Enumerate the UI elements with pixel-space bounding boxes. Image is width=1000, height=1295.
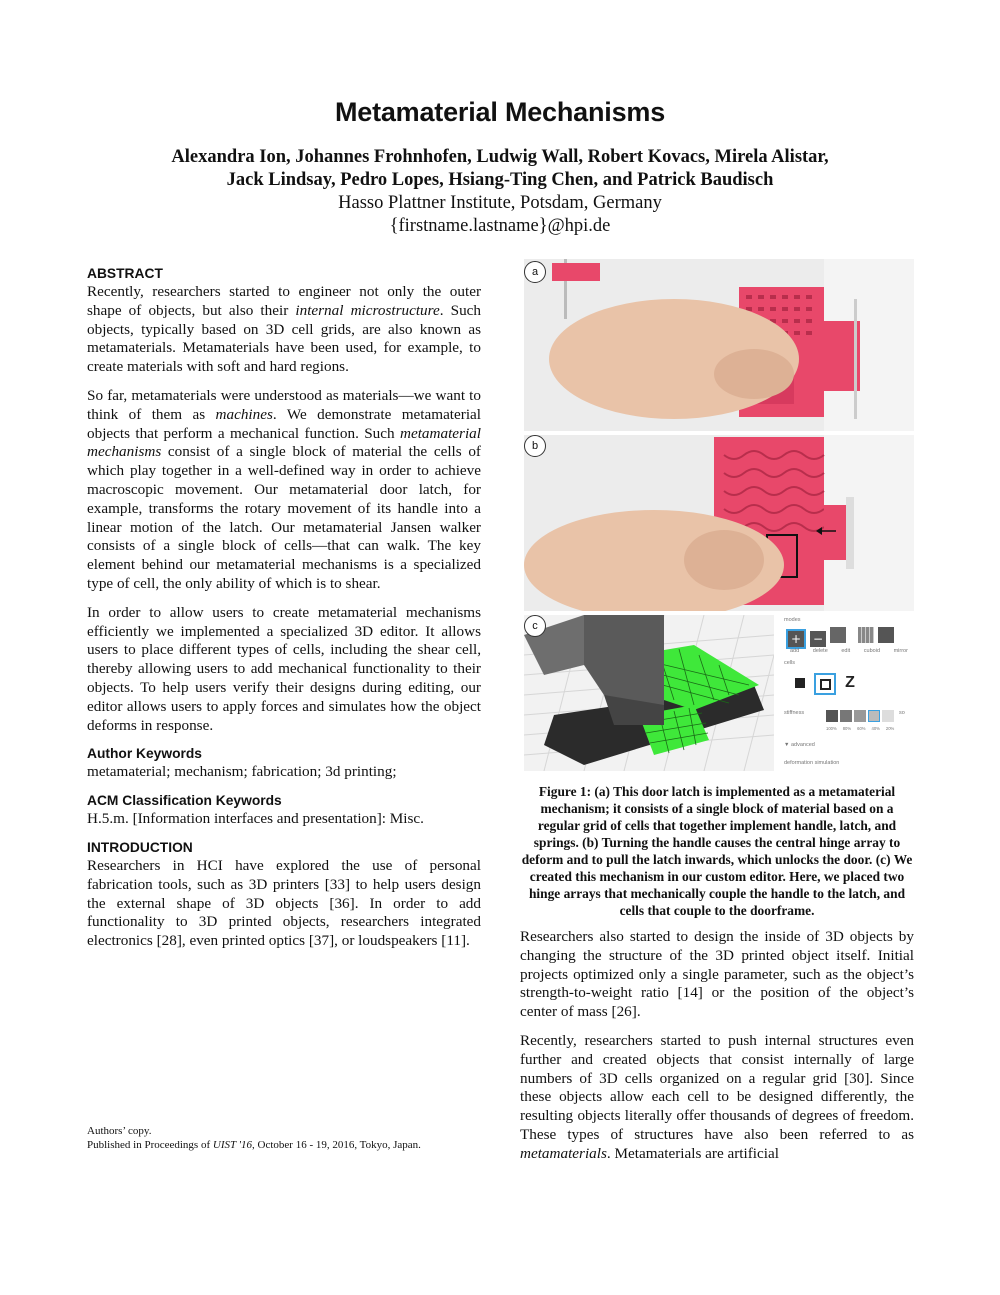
authors-line-1: Alexandra Ion, Johannes Frohnhofen, Ludwig Wall, Robert Kovacs, Mirela Alistar, [171,147,829,167]
abstract-paragraph-2: So far, metamaterials were understood as materials—we want to think of them as machines. We demonstrate metamaterial objects that perform a mechanical function. Such metamaterial mechanisms consist of a single block of material the cells of which play together in a well-defined way in order to achieve macroscopic movement. Our metamaterial door latch, for example, transforms the rotary movement of its handle into a linear motion of the latch. Our metamaterial Jansen walker consists of a single block of cells—that can walk. The key element behind our metamaterial mechanisms is a specialized type of cell, the only ability of which is to shear. [87,386,482,592]
stiffness-60-button[interactable] [854,710,866,722]
stiffness-value-100: 100% [826,726,837,731]
keywords-heading: Author Keywords [87,746,202,762]
affiliation: Hasso Plattner Institute, Potsdam, Germany [338,193,662,213]
cell-type-buttons [790,673,860,695]
stiffness-value-20: 20% [885,726,895,731]
abstract-paragraph-3: In order to allow users to create metamaterial mechanisms efficiently we implemented a specialized 3D editor. It allows users to place different types of cells, including the shear cell, thereby allowing users to add mechanical functionality to their objects. To help users verify their designs during editing, our editor allows users to apply forces and simulates how the object deforms in response. [87,603,481,734]
introduction-heading: INTRODUCTION [87,839,193,855]
introduction-paragraph-1: Researchers in HCI have explored the use of personal fabrication tools, such as 3D printers [33] to help users design the external shape of 3D objects [36]. In order to add functionality to 3D printed objects, researchers integrated electronics [28], even printed optics [37], or loudspeakers [11]. [87,856,481,950]
authors-line-2: Jack Lindsay, Pedro Lopes, Hsiang-Ting Chen, and Patrick Baudisch [226,170,774,190]
right-column [520,928,914,1174]
stiffness-100-button[interactable] [826,710,838,722]
delete-mode-button[interactable]: − [810,631,826,647]
paper-title: Metamaterial Mechanisms [334,97,666,127]
mode-buttons [786,627,894,649]
door-latch-photo-b [524,435,914,611]
figure-panel-b [524,435,914,611]
panel-label-b: b [524,435,546,457]
figure-1 [524,259,914,771]
edit-mode-button[interactable] [830,627,846,643]
advanced-toggle[interactable]: ▼ advanced [784,742,815,748]
stiffness-value-40: 40% [871,726,880,731]
stiffness-80-button[interactable] [840,710,852,722]
acm-text: H.5.m. [Information interfaces and presentation]: Misc. [87,810,424,828]
abstract-paragraph-1: Recently, researchers started to engineer not only the outer shape of objects, but also their internal microstructure. Such objects, typically based on 3D cell grids, are also known as metamaterials. Metamaterials have been used, for example, to create materials with soft and hard regions. [87,283,481,376]
keywords-text: metamaterial; mechanism; fabrication; 3d printing; [87,763,397,781]
right-paragraph-2: Recently, researchers started to push internal structures even further and created objects that consist internally of large numbers of 3D cells organized on a regular grid [30]. Since these objects allow each cell to be designed differently, the resulting objects literally offer thousands of degrees of freedom. These types of structures have also been referred to as metamaterials. Metamaterials are artificial [520,1031,914,1162]
acm-heading: ACM Classification Keywords [87,793,282,809]
panel-label-c: c [524,615,546,637]
door-latch-photo-a [524,259,914,431]
modes-label: modes [784,617,801,623]
editor-side-panel [776,615,914,771]
hollow-cell-button[interactable] [814,673,836,695]
stiffness-value-60: 60% [857,726,866,731]
email: {firstname.lastname}@hpi.de [389,216,611,236]
copyright-footer [87,1124,421,1152]
right-paragraph-1: Researchers also started to design the inside of 3D objects by changing the structure of the 3D printed object itself. Initial projects optimized only a single parameter, such as the object’s strength-to-weight ratio [14] or the position of the object’s center of mass [26]. [520,928,914,1021]
stiffness-20-button[interactable] [882,710,894,722]
solid-cell-button[interactable] [790,673,810,693]
mode-label-cuboid: cuboid [863,648,881,654]
mode-label-mirror: mirror [893,648,908,654]
footer-line-2: Published in Proceedings of UIST '16, October 16 - 19, 2016, Tokyo, Japan. [87,1139,421,1151]
shear-cell-button[interactable]: Z [845,674,855,691]
figure-panel-a [524,259,914,431]
left-column [87,265,481,961]
abstract-heading: ABSTRACT [87,266,163,281]
mirror-mode-button[interactable] [878,627,894,643]
stiffness-values [826,726,894,731]
cuboid-mode-button[interactable] [858,627,874,643]
mode-label-delete: delete [812,648,828,654]
stiffness-label: stiffness [784,710,805,716]
stiffness-buttons [826,710,905,722]
footer-line-1: Authors’ copy. [87,1125,152,1137]
figure-panel-c [524,615,914,771]
cells-label: cells [784,660,796,666]
figure-caption: Figure 1: (a) This door latch is implemented as a metamaterial mechanism; it consists of a single block of material based on a regular grid of cells that together implement handle, latch, and springs. (b) Turning the handle causes the central hinge array to deform and to pull the latch inwards, which unlocks the door. (c) We created this mechanism in our custom editor. Here, we placed two hinge arrays that mechanically couple the handle to the latch, and cells that couple to the doorframe. [521,784,913,918]
stiffness-extra-label: so [899,710,905,716]
deformation-simulation-label: deformation simulation [784,760,840,766]
panel-label-a: a [524,261,546,283]
mode-button-labels [790,648,908,654]
mode-label-add: add [790,648,800,654]
mode-label-edit: edit [841,648,851,654]
editor-3d-view [524,615,774,771]
stiffness-40-button[interactable] [868,710,880,722]
stiffness-value-80: 80% [842,726,852,731]
add-mode-button[interactable]: + [786,629,806,649]
